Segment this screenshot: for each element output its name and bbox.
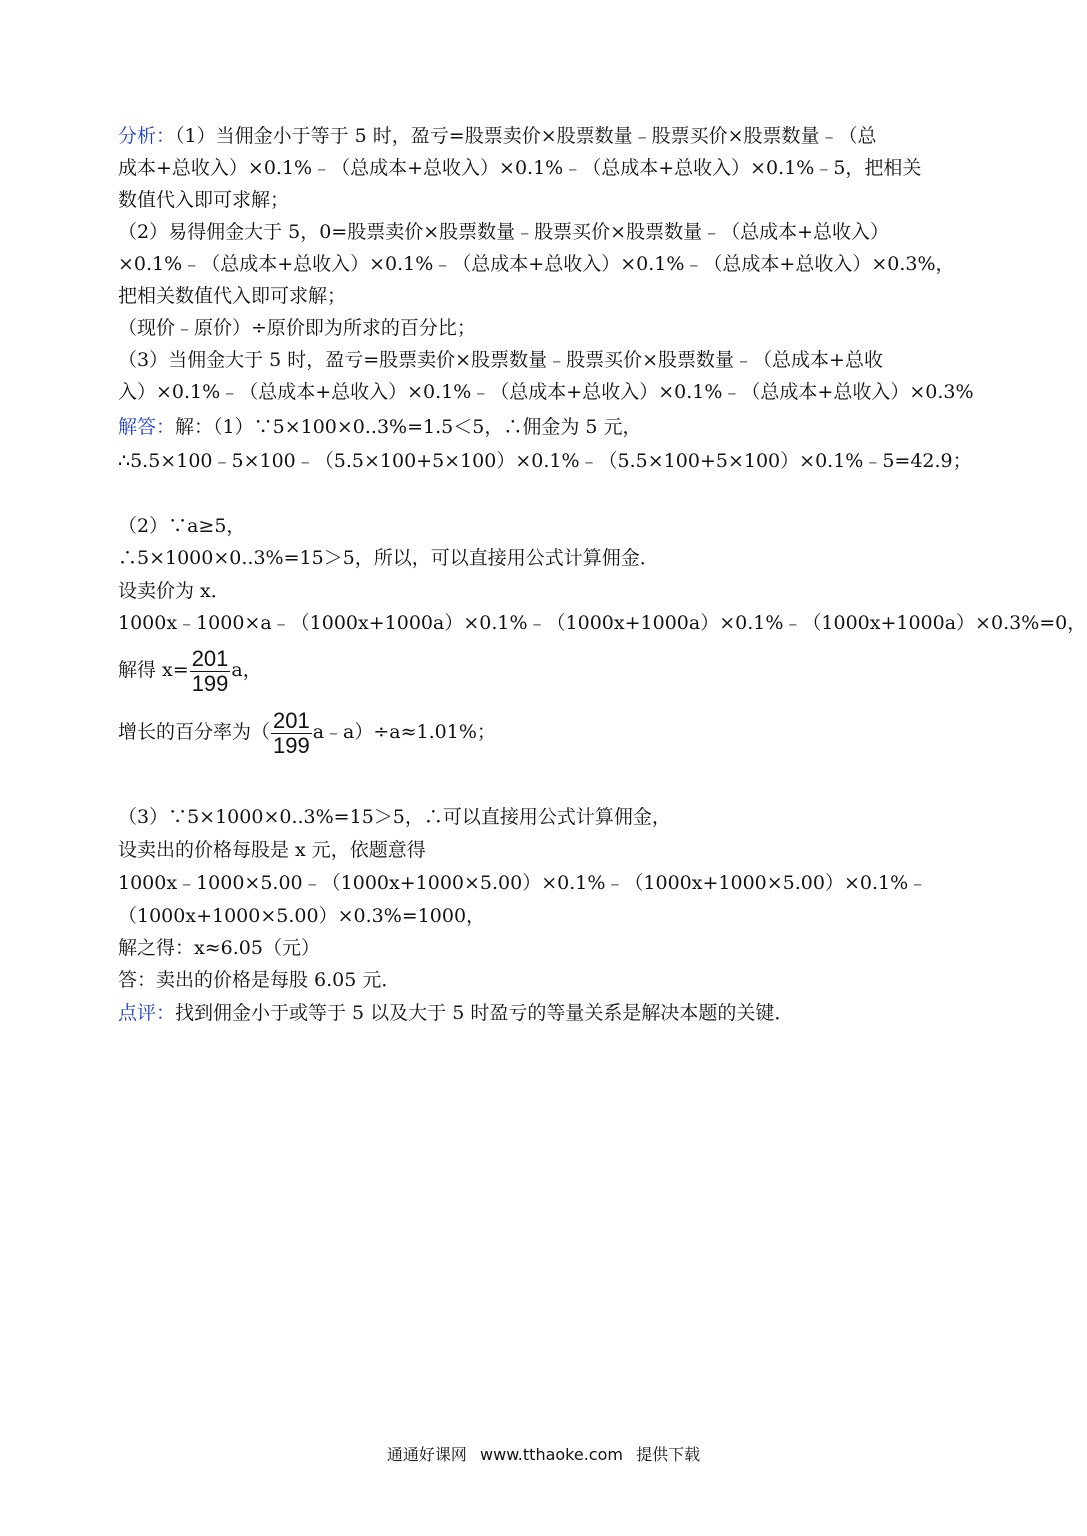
fraction-denominator: 199 <box>191 670 229 696</box>
solution-line-13: 解之得：x≈6.05（元） <box>118 937 320 959</box>
footer-site-name: 通通好课网 <box>386 1445 467 1464</box>
solution-line-1 <box>118 413 642 441</box>
fraction-numerator: 201 <box>191 645 229 671</box>
solution-line-2: ∴5.5×100﹣5×100﹣（5.5×100+5×100）×0.1%﹣（5.5×100+5×100）×0.1%﹣5=42.9； <box>118 450 972 472</box>
comment-label: 点评： <box>118 1002 176 1024</box>
comment-text: 找到佣金小于或等于 5 以及大于 5 时盈亏的等量关系是解决本题的关键． <box>175 1002 794 1024</box>
analysis-text-1: （1）当佣金小于等于 5 时，盈亏=股票卖价×股票数量﹣股票买价×股票数量﹣（总 <box>175 125 877 147</box>
fraction-201-199 <box>271 709 312 758</box>
solution-line-9: （3）∵5×1000×0..3%=15＞5，∴可以直接用公式计算佣金， <box>118 806 671 828</box>
analysis-line-8: （3）当佣金大于 5 时，盈亏=股票卖价×股票数量﹣股票买价×股票数量﹣（总成本+总收 <box>118 349 883 371</box>
analysis-line-4: （2）易得佣金大于 5，0=股票卖价×股票数量﹣股票买价×股票数量﹣（总成本+总收入） <box>118 221 889 243</box>
analysis-line-2: 成本+总收入）×0.1%﹣（总成本+总收入）×0.1%﹣（总成本+总收入）×0.1%﹣5，把相关 <box>118 157 922 179</box>
analysis-line-7: （现价﹣原价）÷原价即为所求的百分比； <box>118 317 476 339</box>
analysis-line-6: 把相关数值代入即可求解； <box>118 285 347 307</box>
analysis-line-1 <box>118 122 877 150</box>
solution-line-4: ∴5×1000×0..3%=15＞5，所以，可以直接用公式计算佣金． <box>118 547 659 569</box>
analysis-line-3: 数值代入即可求解； <box>118 189 290 211</box>
footer-provide-text: 提供下载 <box>636 1445 701 1464</box>
analysis-label: 分析： <box>118 125 176 147</box>
solution-line-14: 答：卖出的价格是每股 6.05 元． <box>118 969 401 991</box>
solution-line-5: 设卖价为 x． <box>118 580 230 602</box>
solution-line-8 <box>118 706 496 758</box>
analysis-line-9: 入）×0.1%﹣（总成本+总收入）×0.1%﹣（总成本+总收入）×0.1%﹣（总成本+总收入）×0.3% <box>118 381 974 403</box>
solution-line-11: 1000x﹣1000×5.00﹣（1000x+1000×5.00）×0.1%﹣（1000x+1000×5.00）×0.1%﹣ <box>118 872 928 894</box>
comment-line <box>118 999 793 1027</box>
page-footer <box>0 1442 1087 1465</box>
solve-suffix: a， <box>231 659 262 681</box>
solution-line-12: （1000x+1000×5.00）×0.3%=1000， <box>118 905 486 927</box>
solution-text-1: 解：（1）∵5×100×0..3%=1.5＜5，∴佣金为 5 元， <box>175 416 642 438</box>
solution-line-7 <box>118 644 262 696</box>
growth-prefix: 增长的百分率为（ <box>118 721 271 743</box>
solution-line-3: （2）∵a≥5， <box>118 515 246 537</box>
fraction-numerator: 201 <box>273 707 310 733</box>
growth-suffix: a﹣a）÷a≈1.01%； <box>312 721 496 743</box>
solution-label: 解答： <box>118 416 176 438</box>
fraction-denominator: 199 <box>273 732 310 758</box>
analysis-line-5: ×0.1%﹣（总成本+总收入）×0.1%﹣（总成本+总收入）×0.1%﹣（总成本+总收入）×0.3%， <box>118 253 955 275</box>
footer-url[interactable]: www.tthaoke.com <box>480 1445 623 1464</box>
solution-line-6: 1000x﹣1000×a﹣（1000x+1000a）×0.1%﹣（1000x+1000a）×0.1%﹣（1000x+1000a）×0.3%=0， <box>118 612 1087 634</box>
solve-prefix: 解得 x= <box>118 659 189 681</box>
fraction-201-199 <box>190 647 231 696</box>
solution-line-10: 设卖出的价格每股是 x 元，依题意得 <box>118 839 426 861</box>
